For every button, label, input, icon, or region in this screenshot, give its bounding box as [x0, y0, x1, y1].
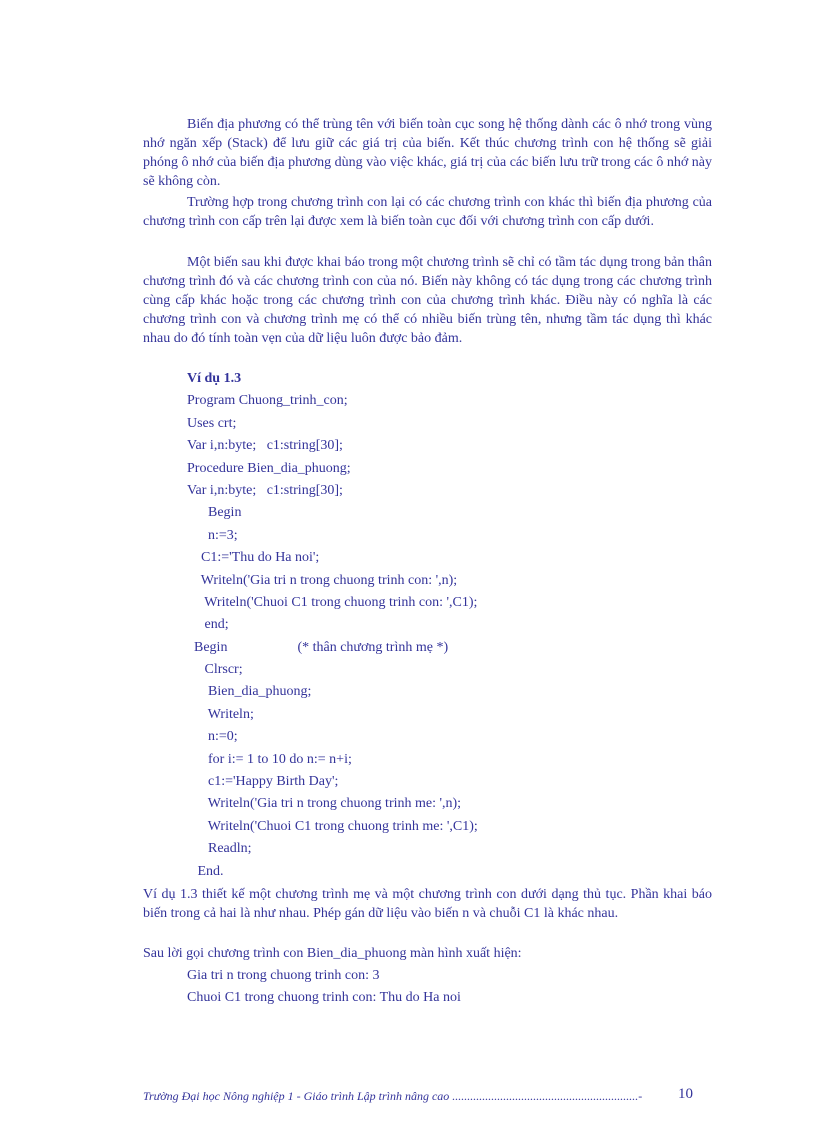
code-line: Var i,n:byte; c1:string[30]; — [187, 482, 343, 498]
code-line: Bien_dia_phuong; — [187, 684, 312, 700]
paragraph-text: Trường hợp trong chương trình con lại có các chương trình con khác thì biến địa phương của chương trình con cấp trên lại được xem là biến toàn cục đối với chương trình con cấp dưới. — [143, 195, 712, 229]
page-number: 10 — [678, 1086, 693, 1102]
code-line: Var i,n:byte; c1:string[30]; — [187, 438, 343, 454]
code-line: Writeln('Chuoi C1 trong chuong trinh me: ',C1); — [187, 818, 478, 834]
paragraph-text: Sau lời gọi chương trình con Bien_dia_phuong màn hình xuất hiện: — [143, 946, 522, 961]
output-line: Chuoi C1 trong chuong trinh con: Thu do Ha noi — [187, 990, 461, 1005]
program-output — [187, 965, 461, 1009]
output-line: Gia tri n trong chuong trinh con: 3 — [187, 968, 380, 983]
example-code-block — [187, 368, 707, 883]
page-footer: Trường Đại học Nông nghiệp 1 - Giáo trình Lập trình nâng cao ..............................................................- — [143, 1089, 643, 1103]
code-line: Writeln('Chuoi C1 trong chuong trinh con: ',C1); — [187, 594, 478, 610]
paragraph-variable-scope — [143, 253, 712, 348]
code-line: Writeln; — [187, 706, 254, 722]
code-line: Uses crt; — [187, 415, 237, 431]
code-line: Program Chuong_trinh_con; — [187, 393, 348, 409]
code-line: Writeln('Gia tri n trong chuong trinh con: ',n); — [187, 572, 458, 588]
paragraph-text: Biến địa phương có thể trùng tên với biến toàn cục song hệ thống dành các ô nhớ trong vùng nhớ ngăn xếp (Stack) để lưu giữ các giá trị của biến. Kết thúc chương trình con hệ thống sẽ giải phóng ô nhớ của biến địa phương dùng vào việc khác, giá trị của các biến lưu trữ trong các ô nhớ này sẽ không còn. — [143, 117, 712, 189]
code-line: n:=3; — [187, 527, 238, 543]
code-line: Readln; — [187, 841, 252, 857]
code-line: Clrscr; — [187, 662, 243, 678]
code-line: End. — [187, 863, 224, 879]
paragraph-example-explanation — [143, 885, 712, 923]
paragraph-local-variables — [143, 115, 712, 191]
paragraph-nested-subprograms — [143, 193, 712, 231]
paragraph-text: Một biến sau khi được khai báo trong một chương trình sẽ chỉ có tầm tác dụng trong bản thân chương trình đó và các chương trình con của nó. Biến này không có tác dụng trong các chương trình cùng cấp khác hoặc trong các chương trình con của chương trình khác. Điều này có nghĩa là các chương trình con và chương trình mẹ có thể có nhiều biến trùng tên, nhưng tầm tác dụng thì khác nhau do đó tính toàn vẹn của dữ liệu luôn được bảo đảm. — [143, 255, 712, 346]
code-line: end; — [187, 617, 229, 633]
code-line: c1:='Happy Birth Day'; — [187, 774, 339, 790]
code-line: C1:='Thu do Ha noi'; — [187, 550, 320, 566]
code-line: Writeln('Gia tri n trong chuong trinh me: ',n); — [187, 796, 462, 812]
paragraph-text: Ví dụ 1.3 thiết kế một chương trình mẹ và một chương trình con dưới dạng thủ tục. Phần khai báo biến trong cả hai là như nhau. Phép gán dữ liệu vào biến n và chuỗi C1 là khác nhau. — [143, 887, 712, 921]
code-line: Begin (* thân chương trình mẹ *) — [187, 639, 449, 655]
code-line: Begin — [187, 505, 242, 521]
code-line: for i:= 1 to 10 do n:= n+i; — [187, 751, 352, 767]
code-line: Procedure Bien_dia_phuong; — [187, 460, 351, 476]
code-line: n:=0; — [187, 729, 238, 745]
paragraph-output-intro — [143, 944, 712, 963]
example-heading: Ví dụ 1.3 — [187, 371, 242, 386]
